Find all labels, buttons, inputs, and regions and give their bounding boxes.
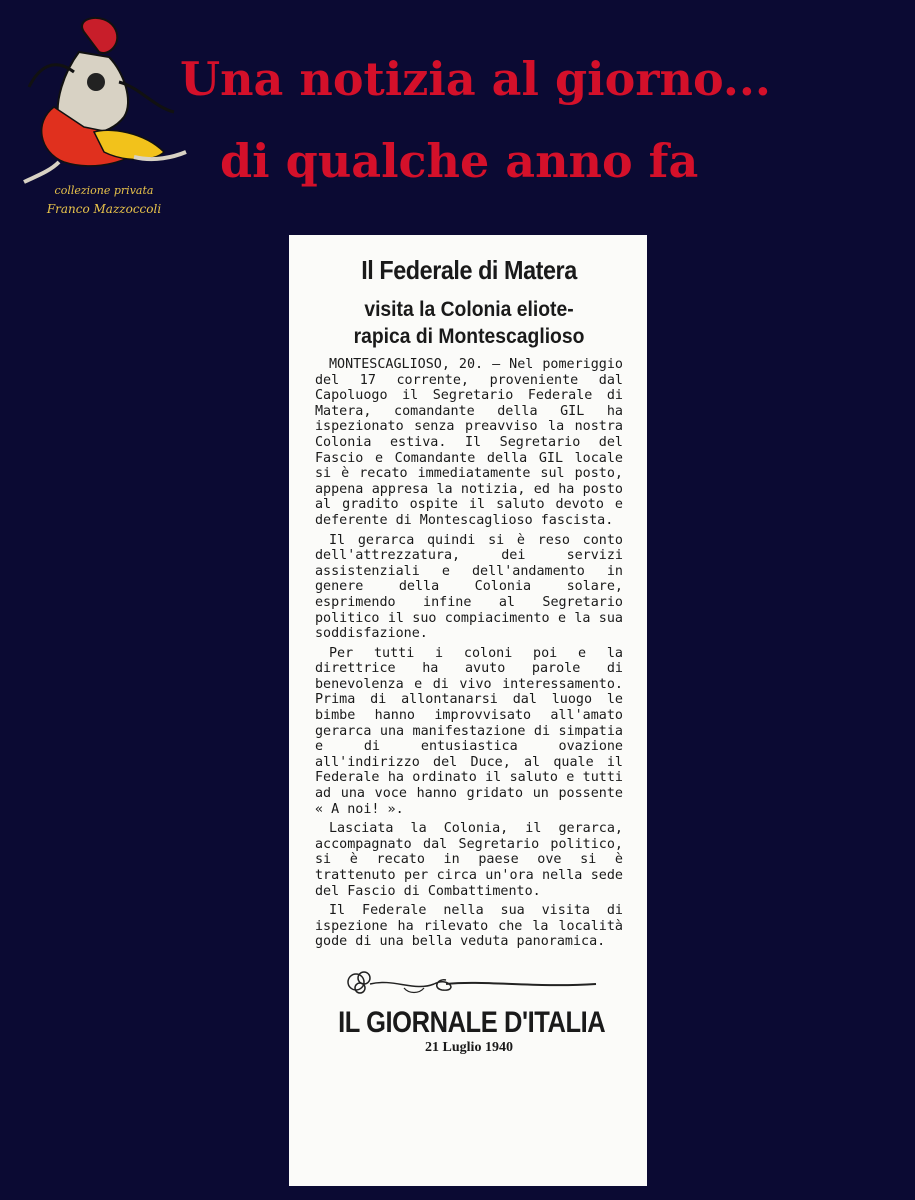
headline-line1: Una notizia al giorno...: [180, 52, 771, 106]
article-paragraph-3: Per tutti i coloni poi e la direttrice ha avuto parole di benevolenza e di vivo interessamento. Prima di allontanarsi dal luogo le bimbe hanno improvvisato all'amato gerarca una manifestazione di simpatia e di entusiastica ovazione all'indirizzo del Duce, al quale il Federale ha ordinato il saluto e tutti ad una voce hanno gridato un possente « A noi! ».: [315, 645, 623, 817]
publication-date: 21 Luglio 1940: [425, 1039, 513, 1055]
article-title: Il Federale di Matera: [361, 255, 577, 285]
flower-ornament-icon: [334, 968, 604, 1000]
article-paragraph-2: Il gerarca quindi si è reso conto dell'attrezzatura, dei servizi assistenziali e dell'andamento in genere della Colonia solare, esprimendo infine al Segretario politico il suo compiacimento e la sua soddisfazione.: [315, 532, 623, 642]
publication-name: IL GIORNALE D'ITALIA: [338, 1005, 606, 1039]
logo-caption-line2: Franco Mazzoccoli: [46, 202, 162, 216]
article-subtitle-line2: rapica di Montescaglioso: [353, 325, 585, 348]
logo-caption-line1: collezione privata: [54, 184, 154, 197]
article-body: [315, 357, 623, 950]
article-subtitle: [327, 296, 610, 350]
article-paragraph-1: MONTESCAGLIOSO, 20. — Nel pomeriggio del 17 corrente, proveniente dal Capoluogo il Segretario Federale di Matera, comandante della GIL ha ispezionato senza preavviso la nostra Colonia estiva. Il Segretario del Fascio e Comandante della GIL locale si è recato immediatamente sul posto, appena appresa la notizia, ed ha posto al gradito ospite il saluto devoto e deferente di Montescaglioso fascista.: [315, 357, 623, 528]
article-paragraph-4: Lasciata la Colonia, il gerarca, accompagnato dal Segretario politico, si è recato in paese ove si è trattenuto per circa un'ora nella sede del Fascio di Combattimento.: [315, 821, 623, 899]
article-subtitle-line1: visita la Colonia eliote-: [364, 298, 574, 321]
headline-line2: di qualche anno fa: [220, 134, 699, 188]
dancer-logo-icon: [14, 12, 194, 227]
article-paragraph-5: Il Federale nella sua visita di ispezione ha rilevato che la località gode di una bella veduta panoramica.: [315, 903, 623, 950]
newspaper-clipping: [289, 235, 647, 1186]
